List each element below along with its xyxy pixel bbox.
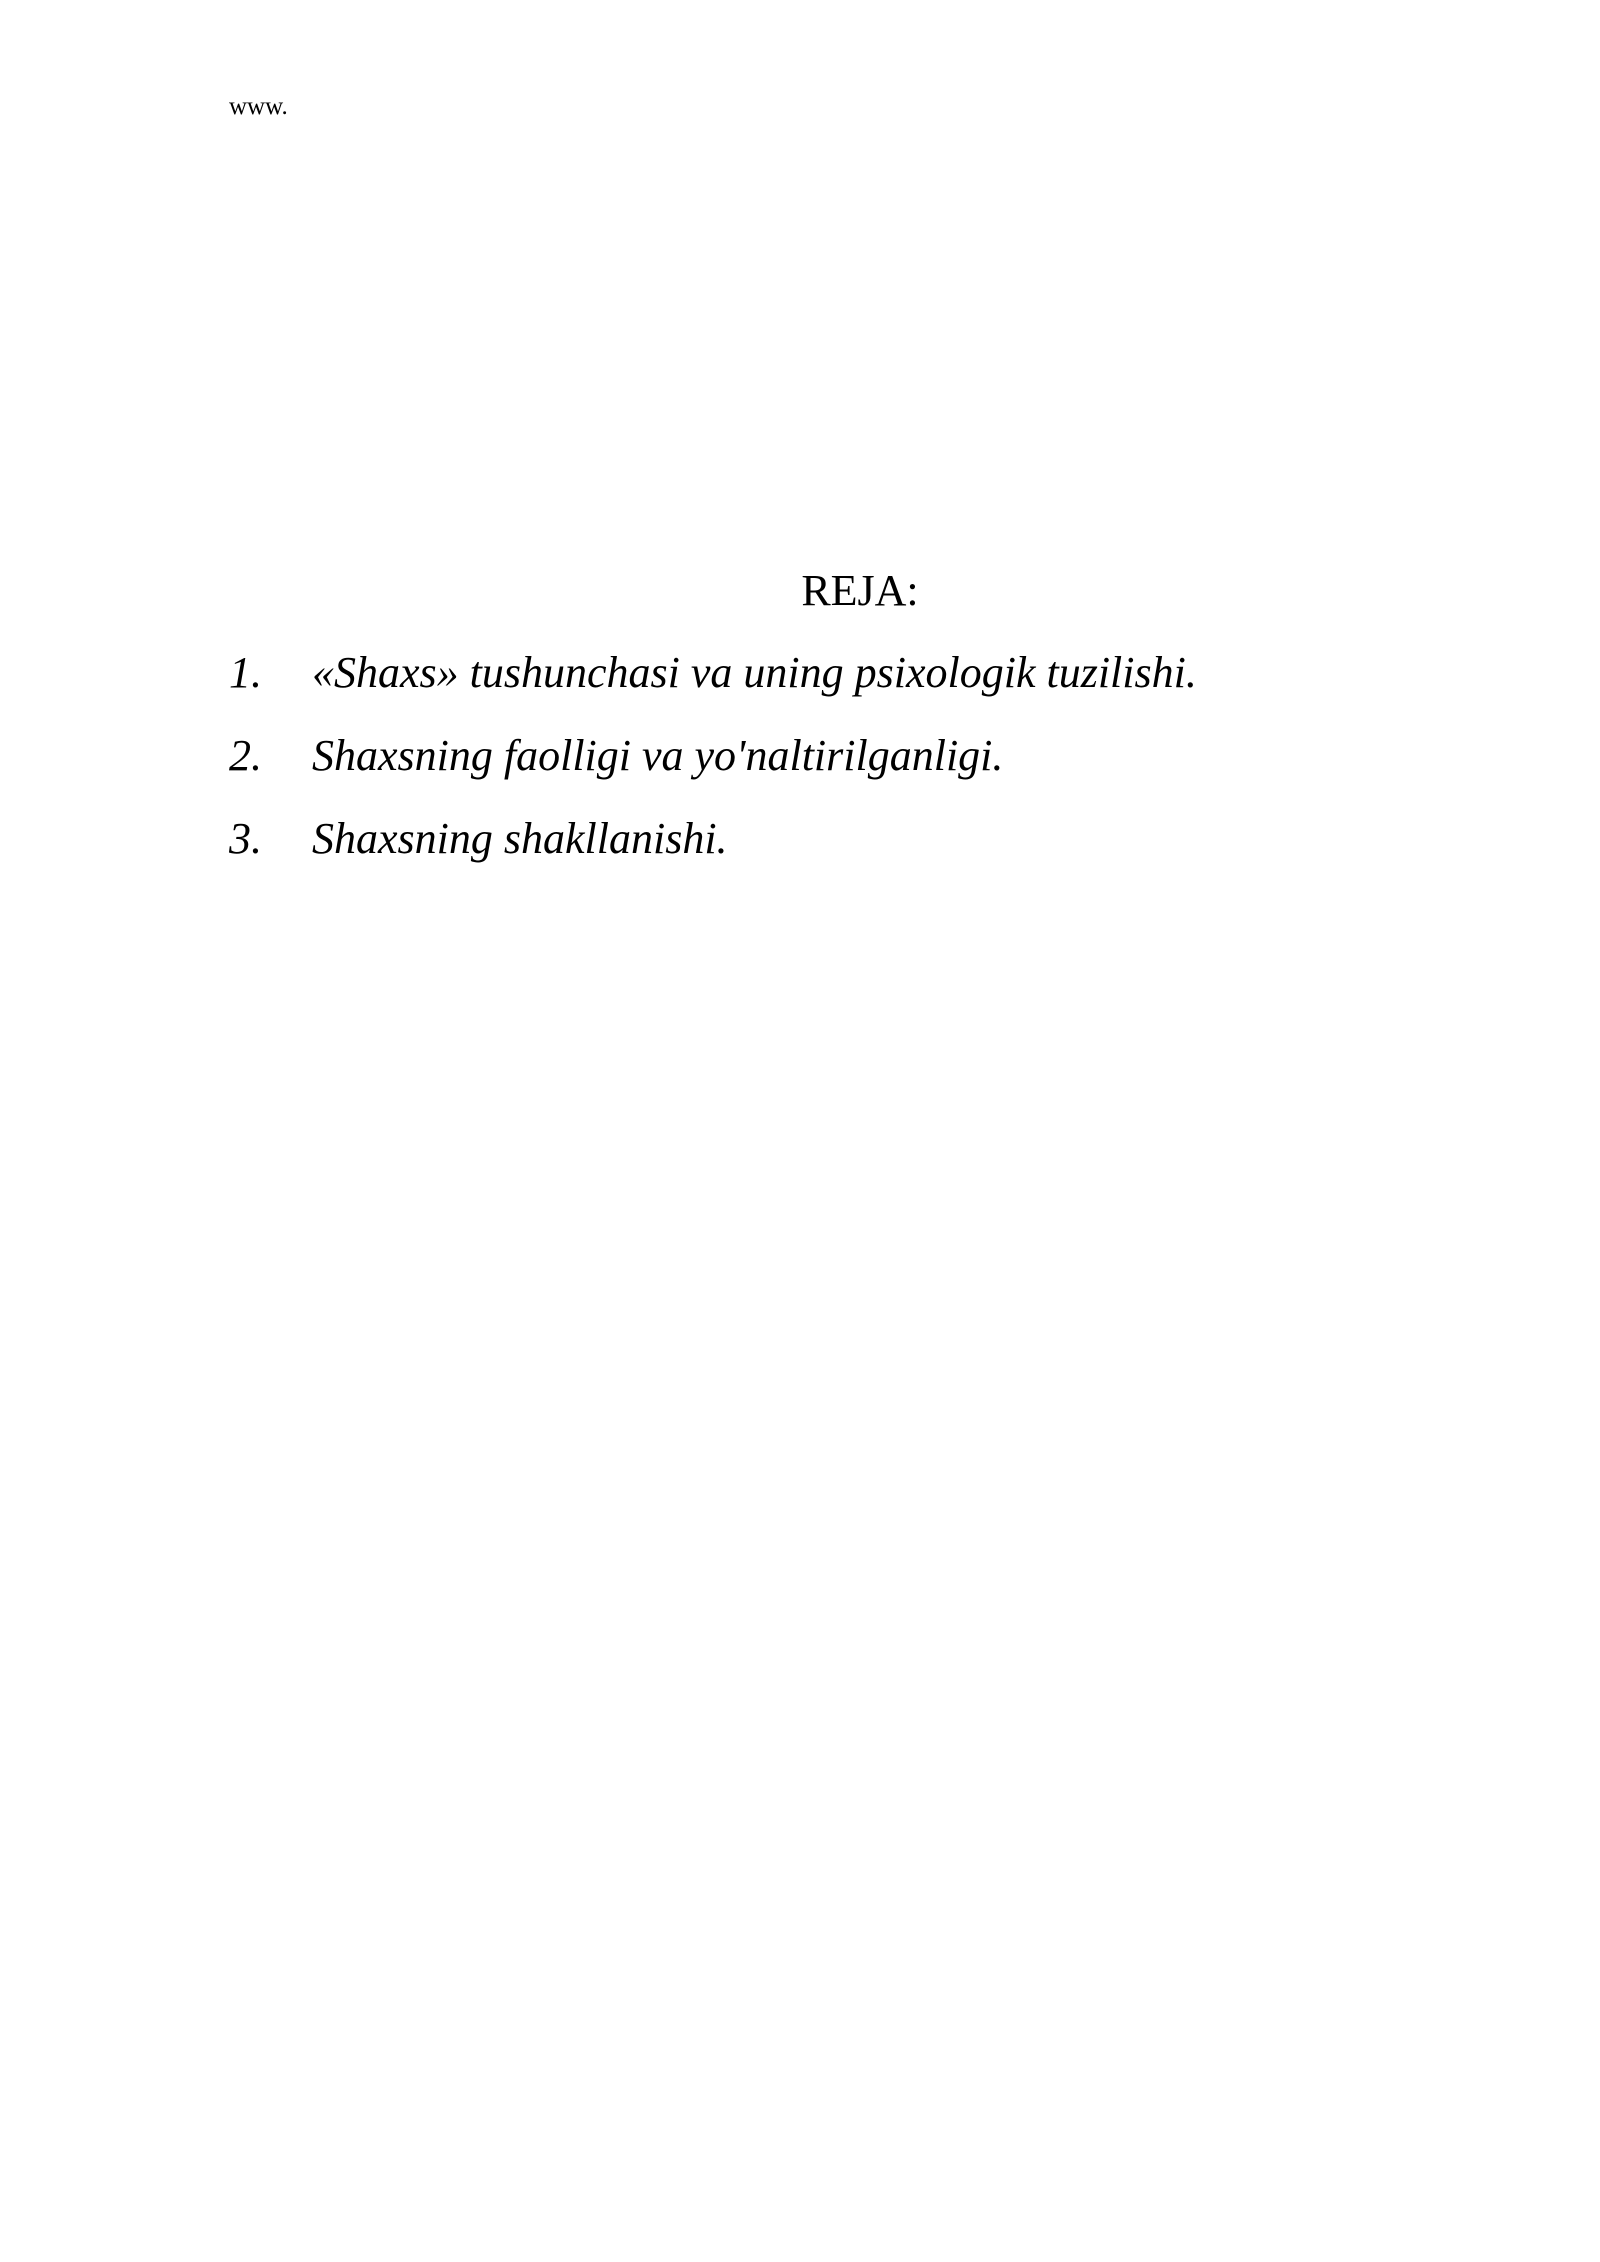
plan-item bbox=[229, 813, 1429, 896]
plan-list bbox=[229, 647, 1429, 896]
plan-item-number: 3. bbox=[229, 814, 262, 863]
plan-item bbox=[229, 730, 1429, 813]
website-header: www. bbox=[229, 93, 288, 120]
plan-item-number: 2. bbox=[229, 731, 262, 780]
plan-title: REJA: bbox=[801, 566, 919, 615]
plan-item-number: 1. bbox=[229, 648, 262, 697]
plan-item-text: «Shaxs» tushunchasi va uning psixologik tuzilishi. bbox=[312, 648, 1197, 697]
plan-item-text: Shaxsning shakllanishi. bbox=[312, 814, 728, 863]
plan-item-text: Shaxsning faolligi va yo'naltirilganligi. bbox=[312, 731, 1004, 780]
plan-item bbox=[229, 647, 1429, 730]
